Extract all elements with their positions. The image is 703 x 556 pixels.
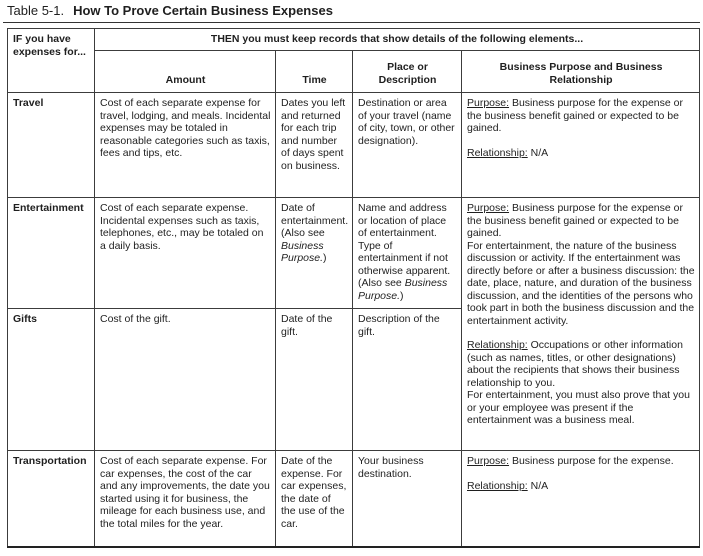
cell-transportation-purpose: Purpose: Business purpose for the expense. Relationship: N/A [462,451,700,547]
cell-gifts-amount: Cost of the gift. [95,309,276,451]
cell-gifts-place: Description of the gift. [353,309,462,451]
table-row-transportation [8,451,700,547]
table-row-travel [8,93,700,198]
row-label-transportation: Transportation [8,451,95,547]
cell-entertainment-place: Name and address or location of place of entertainment. Type of entertainment if not otherwise apparent. (Also see Business Purpose.) [353,198,462,309]
row-label-travel: Travel [8,93,95,198]
header-row-then [8,29,700,51]
column-header-business-purpose: Business Purpose and Business Relationship [462,51,700,93]
cell-transportation-place: Your business destination. [353,451,462,547]
header-row-columns [8,51,700,93]
table-title [3,2,700,23]
column-header-amount: Amount [95,51,276,93]
table-number: Table 5-1. [7,3,65,18]
header-if-expenses: IF you have expenses for... [8,29,95,93]
table-heading: How To Prove Certain Business Expenses [73,3,333,18]
cell-travel-place: Destination or area of your travel (name of city, town, or other designation). [353,93,462,198]
cell-transportation-amount: Cost of each separate expense. For car expenses, the cost of the car and any improvements, the date you started using it for business, the mileage for each business use, and the total miles for the year. [95,451,276,547]
cell-entertainment-amount: Cost of each separate expense. Incidental expenses such as taxis, telephones, etc., may be totaled on a daily basis. [95,198,276,309]
expense-records-table [7,28,700,548]
cell-gifts-time: Date of the gift. [276,309,353,451]
cell-travel-purpose: Purpose: Business purpose for the expense or the business benefit gained or expected to be gained. Relationship: N/A [462,93,700,198]
header-then: THEN you must keep records that show details of the following elements... [95,29,700,51]
cell-travel-time: Dates you left and returned for each trip and number of days spent on business. [276,93,353,198]
column-header-time: Time [276,51,353,93]
row-label-entertainment: Entertainment [8,198,95,309]
row-label-gifts: Gifts [8,309,95,451]
cell-transportation-time: Date of the expense. For car expenses, the date of the use of the car. [276,451,353,547]
cell-travel-amount: Cost of each separate expense for travel, lodging, and meals. Incidental expenses may be totaled in reasonable categories such as taxis, fees and tips, etc. [95,93,276,198]
table-row-entertainment [8,198,700,309]
column-header-place-description: Place or Description [353,51,462,93]
cell-entertainment-time: Date of entertainment. (Also see Business Purpose.) [276,198,353,309]
cell-entertainment-gifts-purpose: Purpose: Business purpose for the expense or the business benefit gained or expected to be gained. For entertainment, the nature of the business discussion or activity. If the entertainment was directly before or after a business discussion: the date, place, nature, and duration of the business discussion, and the identities of the persons who took part in both the business discussion and the entertainment activity. Relationship: Occupations or other information (such as names, titles, or other designations) about the recipients that shows their business relationship to you. For entertainment, you must also prove that you or your employee was present if the entertainment was a business meal. [462,198,700,451]
